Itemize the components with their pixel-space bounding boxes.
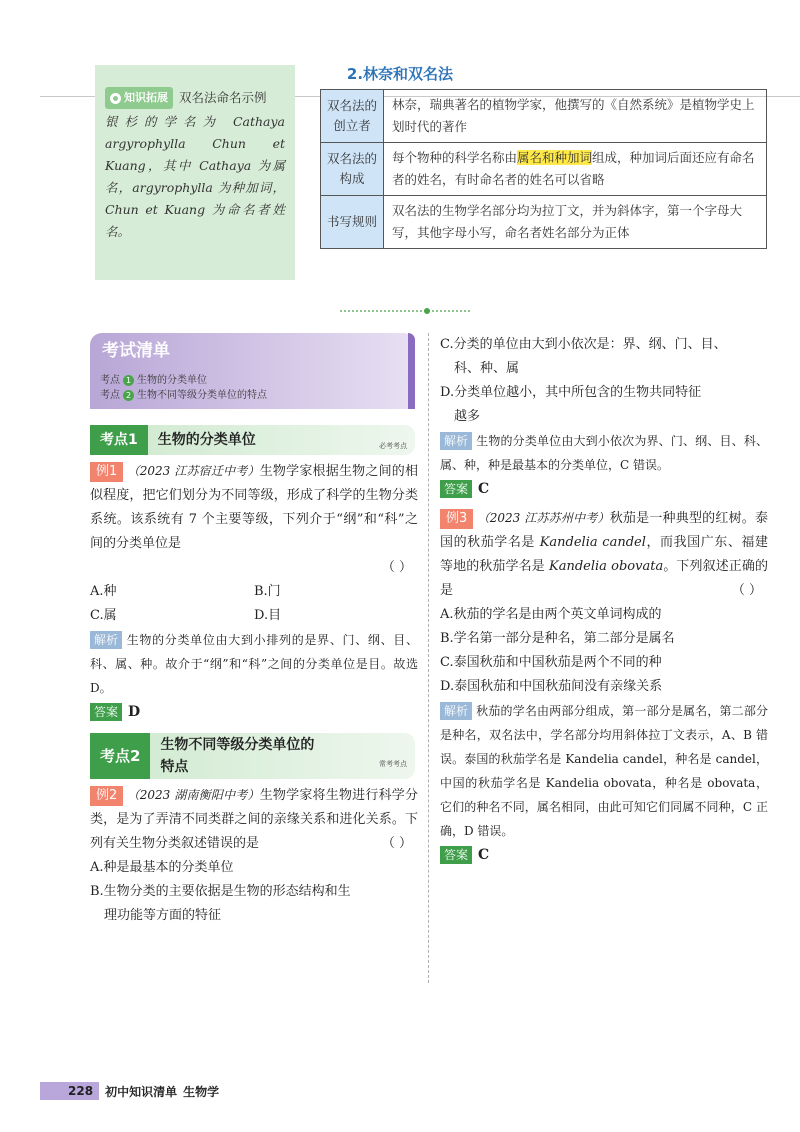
ex1-analysis-text: 生物的分类单位由大到小排列的是界、门、纲、目、科、属、种。故介于“纲”和“科”之间的分类单位是目。故选 D。 <box>90 633 418 695</box>
kd2-heading <box>90 733 415 779</box>
row-value <box>384 143 767 196</box>
ex2-stem-text: 生物学家将生物进行科学分类，是为了弄清不同类群之间的亲缘关系和进化关系。下列有关生物分类叙述错误的是 <box>90 788 418 851</box>
ex1-paren: （ ） <box>381 560 412 575</box>
option-continued: 科、种、属 <box>454 361 520 376</box>
option: B.门 <box>254 584 281 599</box>
exam-point-item <box>100 388 267 403</box>
table-row <box>321 90 767 143</box>
extension-title: 双名法命名示例 <box>179 90 267 105</box>
ex1-options <box>90 580 418 628</box>
answer-tag: 答案 <box>90 703 122 721</box>
table-row <box>321 143 767 196</box>
knowledge-extension-box <box>95 65 295 280</box>
row-value: 双名法的生物学名部分均为拉丁文，并为斜体字，第一个字母大写，其他字母小写，命名者姓名部分为正体 <box>384 196 767 249</box>
ex3-paren: （ ） <box>731 583 762 598</box>
analysis-tag: 解析 <box>440 702 472 720</box>
ex2-answer-value: C <box>478 481 490 497</box>
dotted-divider <box>340 310 470 312</box>
ex3-stem-post: 。下列叙述正确的是 <box>440 559 768 598</box>
extension-body: 银杉的学名为 Cathaya argyrophylla Chun et Kuang，其中 Cathaya 为属名，argyrophylla 为种加词，Chun et Kuang 为命名者姓名。 <box>105 114 285 239</box>
table-row <box>321 196 767 249</box>
banner-accent-bar <box>408 333 415 409</box>
ex3-answer <box>440 843 768 868</box>
option: B.生物分类的主要依据是生物的形态结构和生 <box>90 884 351 899</box>
lightbulb-icon <box>110 93 121 104</box>
ex2-analysis-text: 生物的分类单位由大到小依次为界、门、纲、目、科、属、种，种是最基本的分类单位，C 错误。 <box>440 434 768 472</box>
option: B.学名第一部分是种名，第二部分是属名 <box>440 631 675 646</box>
ex1-stem-text: 生物学家根据生物之间的相似程度，把它们划分为不同等级，形成了科学的生物分类系统。该系统有 7 个主要等级，下列介于“纲”和“科”之间的分类单位是 <box>90 464 418 551</box>
option: A.种 <box>90 584 117 599</box>
exam-point-prefix: 考点 <box>100 390 120 401</box>
ex3-answer-value: C <box>478 847 490 863</box>
exam-point-prefix: 考点 <box>100 375 120 386</box>
analysis-tag: 解析 <box>440 432 472 450</box>
subject-name: 生物学 <box>183 1084 220 1099</box>
ex1-analysis <box>90 628 418 700</box>
kd1-badge: 考点1 <box>90 425 148 455</box>
option: C.泰国秋茄和中国秋茄是两个不同的种 <box>440 655 662 670</box>
ex1-stem <box>90 459 418 556</box>
row-label: 双名法的构成 <box>321 143 384 196</box>
column-separator <box>428 333 429 983</box>
page-footer <box>40 1080 219 1102</box>
number-circle-icon: 1 <box>123 375 134 386</box>
number-circle-icon: 2 <box>123 390 134 401</box>
kd2-name-line1: 生物不同等级分类单位的 <box>160 737 315 753</box>
ex3-stem-mid: ，而我国广东、福建等地的秋茄学名是 <box>440 535 769 574</box>
row-value-pre: 每个物种的科学名称由 <box>392 150 518 165</box>
exam-point-item <box>100 373 267 388</box>
row-label: 书写规则 <box>321 196 384 249</box>
option: A.秋茄的学名是由两个英文单词构成的 <box>440 607 662 622</box>
ex1-answer-value: D <box>128 704 141 720</box>
kd1-name: 生物的分类单位 <box>157 432 256 448</box>
ex3-scientific-name-2: Kandelia obovata <box>549 559 664 574</box>
left-column <box>90 333 418 928</box>
book-title: 初中知识清单 <box>105 1084 178 1099</box>
option: C.属 <box>90 608 117 623</box>
option: D.目 <box>254 608 282 623</box>
section-title: 2.林奈和双名法 <box>346 65 454 83</box>
exam-point-list <box>100 373 267 403</box>
kd1-tag: 必考考点 <box>379 442 407 450</box>
ex3-stem-pre: 秋茄是一种典型的红树。泰国的秋茄学名是 <box>440 511 768 550</box>
option: D.分类单位越小，其中所包含的生物共同特征 <box>440 385 702 400</box>
page-number: 228 <box>40 1082 99 1100</box>
ex2-source: （2023 湖南衡阳中考） <box>127 788 260 802</box>
option: A.种是最基本的分类单位 <box>90 860 234 875</box>
ex3-analysis-text: 秋茄的学名由两部分组成，第一部分是属名，第二部分是种名，双名法中，学名部分均用斜体拉丁文表示，A、B 错误。泰国的秋茄学名是 Kandelia candel，种名是 candel，中国的秋茄学名是 Kandelia obovata，种名是 obovata，它们的种名不同，属名相同，由此可知它们同属不同种，C 正确，D 错误。 <box>440 704 768 838</box>
ex2-analysis <box>440 429 768 477</box>
highlighted-term: 属名和种加词 <box>517 150 593 165</box>
kd1-heading <box>90 425 415 455</box>
ex3-scientific-name-1: Kandelia candel <box>539 535 646 550</box>
ex1-answer <box>90 700 418 725</box>
ex2-tag: 例2 <box>90 786 123 806</box>
kd2-name <box>160 734 314 778</box>
option: D.泰国秋茄和中国秋茄间没有亲缘关系 <box>440 679 663 694</box>
kd2-name-line2: 特点 <box>160 759 189 775</box>
extension-header <box>105 87 285 109</box>
extension-badge-label: 知识拓展 <box>124 91 168 104</box>
exam-checklist-banner <box>90 333 415 409</box>
row-value: 林奈，瑞典著名的植物学家，他撰写的《自然系统》是植物学史上划时代的著作 <box>384 90 767 143</box>
row-value-post: 组成，种加词后面还应有命名者的姓名，有时命名者的姓名可以省略 <box>392 150 755 187</box>
kd2-badge: 考点2 <box>90 733 150 779</box>
answer-tag: 答案 <box>440 480 472 498</box>
option-continued: 越多 <box>454 409 481 424</box>
ex3-tag: 例3 <box>440 509 473 529</box>
answer-tag: 答案 <box>440 846 472 864</box>
ex2-answer <box>440 477 768 502</box>
ex3-analysis <box>440 699 768 843</box>
exam-point-text: 生物的分类单位 <box>137 375 207 386</box>
ex1-source: （2023 江苏宿迁中考） <box>127 464 260 478</box>
option: C.分类的单位由大到小依次是：界、纲、门、目、 <box>440 337 727 352</box>
exam-point-text: 生物不同等级分类单位的特点 <box>137 390 267 401</box>
ex3-source: （2023 江苏苏州中考） <box>477 511 610 525</box>
exam-title: 考试清单 <box>102 341 170 361</box>
row-label: 双名法的创立者 <box>321 90 384 143</box>
right-column <box>440 333 768 868</box>
extension-badge <box>105 87 173 109</box>
ex1-tag: 例1 <box>90 462 123 482</box>
binomial-table <box>320 89 767 249</box>
option-continued: 理功能等方面的特征 <box>104 908 222 923</box>
ex2-paren: （ ） <box>381 836 412 851</box>
kd2-tag: 常考考点 <box>379 760 407 768</box>
analysis-tag: 解析 <box>90 631 122 649</box>
